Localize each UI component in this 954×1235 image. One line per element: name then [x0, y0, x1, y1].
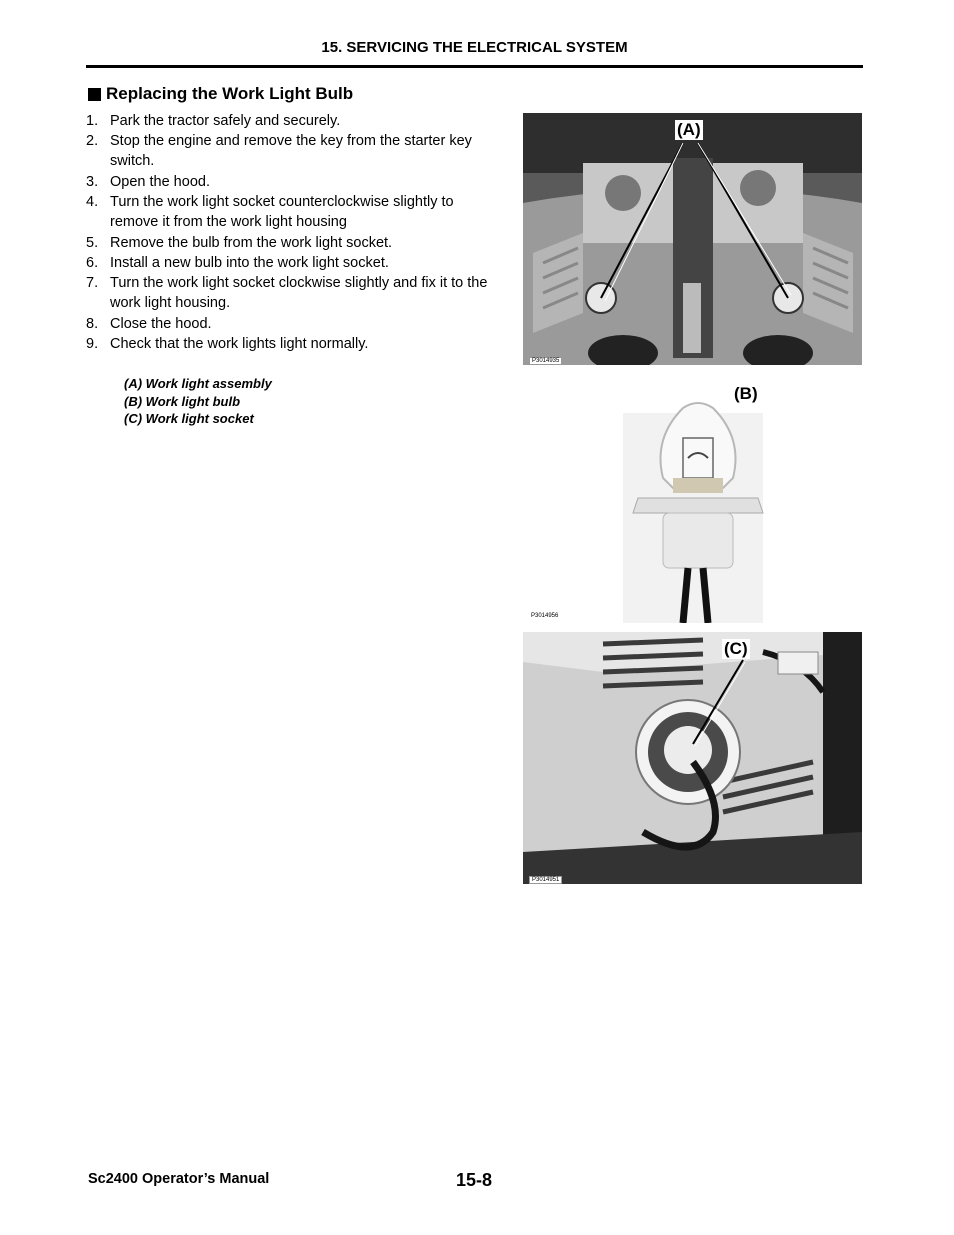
callout-c: (C): [724, 639, 748, 658]
topic-heading: [88, 84, 353, 104]
header-rule: [86, 65, 863, 68]
list-item: 9. Check that the work lights light normally.: [86, 336, 369, 353]
photo-id-c: P3014951: [529, 876, 562, 884]
callout-b: (B): [734, 384, 758, 403]
photo-id-b: P3014956: [531, 613, 559, 619]
section-title: 15. SERVICING THE ELECTRICAL SYSTEM: [321, 39, 628, 56]
list-item: 5. Remove the bulb from the work light socket.: [86, 234, 393, 251]
legend-item-a: (A) Work light assembly: [124, 376, 272, 391]
photo-work-light-assembly: [523, 113, 862, 365]
footer-manual-title: Sc2400 Operator’s Manual: [88, 1171, 270, 1187]
list-item: 7. Turn the work light socket clockwise slightly and fix it to the work light housing.: [86, 275, 488, 312]
figure-legend: [124, 375, 272, 428]
list-item: 6. Install a new bulb into the work light socket.: [86, 254, 389, 271]
procedure-steps: [86, 111, 498, 355]
legend-item-b: (B) Work light bulb: [124, 393, 241, 409]
square-bullet-icon: [88, 88, 101, 101]
list-item: 1. Park the tractor safely and securely.: [86, 113, 341, 129]
legend-item-c: (C) Work light socket: [124, 411, 254, 426]
list-item: 8. Close the hood.: [86, 315, 212, 332]
list-item: 3. Open the hood.: [86, 173, 210, 190]
list-item: 4. Turn the work light socket counterclockwise slightly to remove it from the work light housing: [86, 194, 454, 231]
photo-id-a: P3014935: [529, 357, 562, 365]
page-number: 15-8: [456, 1170, 493, 1190]
topic-title: Replacing the Work Light Bulb: [106, 84, 354, 103]
list-item: 2. Stop the engine and remove the key from the starter key switch.: [86, 133, 472, 170]
callout-a: (A): [677, 120, 701, 139]
photo-work-light-socket: [523, 632, 862, 884]
photo-work-light-bulb: [523, 378, 862, 623]
